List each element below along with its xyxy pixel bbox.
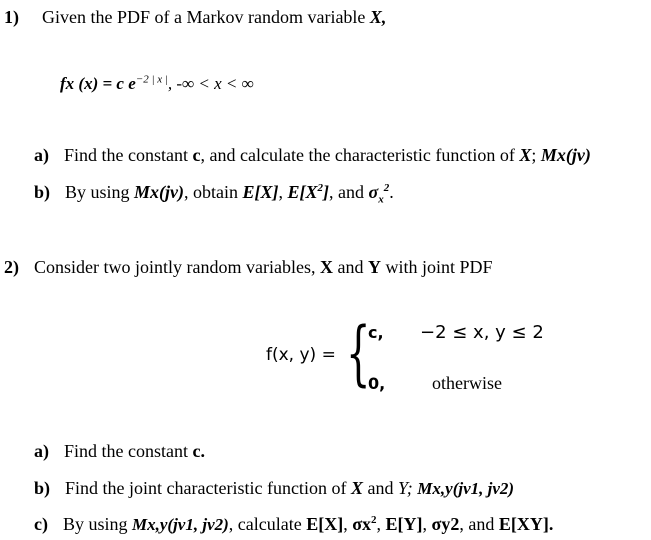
problem-2-part-b bbox=[34, 477, 514, 500]
expectation-xy: E[XY]. bbox=[498, 514, 554, 534]
case-2-value: 0, bbox=[368, 374, 386, 393]
problem-number: 2) bbox=[4, 257, 19, 277]
part-label: a) bbox=[34, 145, 49, 165]
problem-2-heading bbox=[4, 256, 492, 278]
and-text: and bbox=[367, 478, 394, 498]
part-label: b) bbox=[34, 182, 51, 202]
joint-char-function: Mx,y(jv1, jv2) bbox=[132, 515, 229, 534]
expectation-y: E[Y] bbox=[385, 514, 423, 534]
variance-x: $\sigma x^2$ bbox=[352, 514, 377, 534]
part-text-mid: , and calculate the characteristic function of bbox=[200, 145, 515, 165]
case-2-condition: otherwise bbox=[432, 373, 502, 393]
expectation-x2: $E[X^2]$ bbox=[287, 182, 330, 202]
period: . bbox=[389, 182, 394, 202]
joint-char-function: Mx,y(jv1, jv2) bbox=[417, 479, 515, 498]
part-text-mid: , calculate bbox=[228, 514, 302, 534]
pdf-exponent: −2 | x | bbox=[135, 73, 168, 86]
and-text: , and bbox=[459, 514, 495, 534]
case-1-value: c, bbox=[368, 323, 384, 342]
problem-1-heading bbox=[4, 6, 386, 28]
constant-c: c. bbox=[192, 441, 205, 461]
part-text-mid: , obtain bbox=[184, 182, 239, 202]
problem-1-part-b bbox=[34, 181, 394, 206]
expectation-x: E[X] bbox=[242, 182, 279, 202]
variance-y: σy2 bbox=[431, 514, 460, 534]
part-label: a) bbox=[34, 441, 49, 461]
part-text: Find the constant bbox=[64, 145, 188, 165]
problem-number: 1) bbox=[4, 7, 19, 27]
problem-variable: X, bbox=[369, 7, 387, 27]
left-brace: { bbox=[346, 312, 371, 394]
problem-2-part-c: c) By using Mx,y(jv1, jv2), calculate E[X], $\sigma x^2$, E[Y], σy2, and E[XY]. bbox=[34, 514, 554, 534]
char-function: Mx(jv) bbox=[134, 182, 185, 202]
problem-2-part-a bbox=[34, 440, 205, 462]
comma: , bbox=[278, 182, 284, 202]
char-function: Mx(jv) bbox=[540, 145, 591, 165]
variable-y: Y bbox=[367, 257, 381, 277]
problem-tail: with joint PDF bbox=[385, 257, 493, 277]
part-text: Find the constant bbox=[64, 441, 188, 461]
variable-x: X bbox=[519, 145, 532, 165]
pdf-range: , -∞ < x < ∞ bbox=[167, 74, 254, 93]
constant-c: c bbox=[192, 145, 201, 165]
part-text: Find the joint characteristic function of bbox=[65, 478, 347, 498]
separator: ; bbox=[531, 145, 537, 165]
part-text: By using bbox=[65, 182, 130, 202]
variable-x: X bbox=[319, 257, 333, 277]
part-text: By using bbox=[62, 514, 128, 534]
part-label: b) bbox=[34, 478, 51, 498]
variance-x: $\sigma_x^2$ bbox=[368, 182, 390, 206]
part-label: c) bbox=[34, 514, 48, 534]
expectation-x: E[X] bbox=[306, 514, 344, 534]
problem-intro: Given the PDF of a Markov random variable bbox=[42, 7, 366, 27]
pdf-lhs-2: f(x, y) = bbox=[266, 345, 336, 365]
variable-x: X bbox=[350, 478, 363, 498]
variable-y: Y; bbox=[397, 478, 413, 498]
problem-1-part-a bbox=[34, 144, 591, 166]
problem-intro: Consider two jointly random variables, bbox=[34, 257, 316, 277]
and-text: and bbox=[337, 257, 364, 277]
pdf-lhs: fx (x) = c e bbox=[60, 74, 136, 93]
and-text: , and bbox=[329, 182, 365, 202]
case-1-condition: −2 ≤ x, y ≤ 2 bbox=[420, 322, 544, 343]
pdf-equation-1 bbox=[60, 74, 254, 94]
